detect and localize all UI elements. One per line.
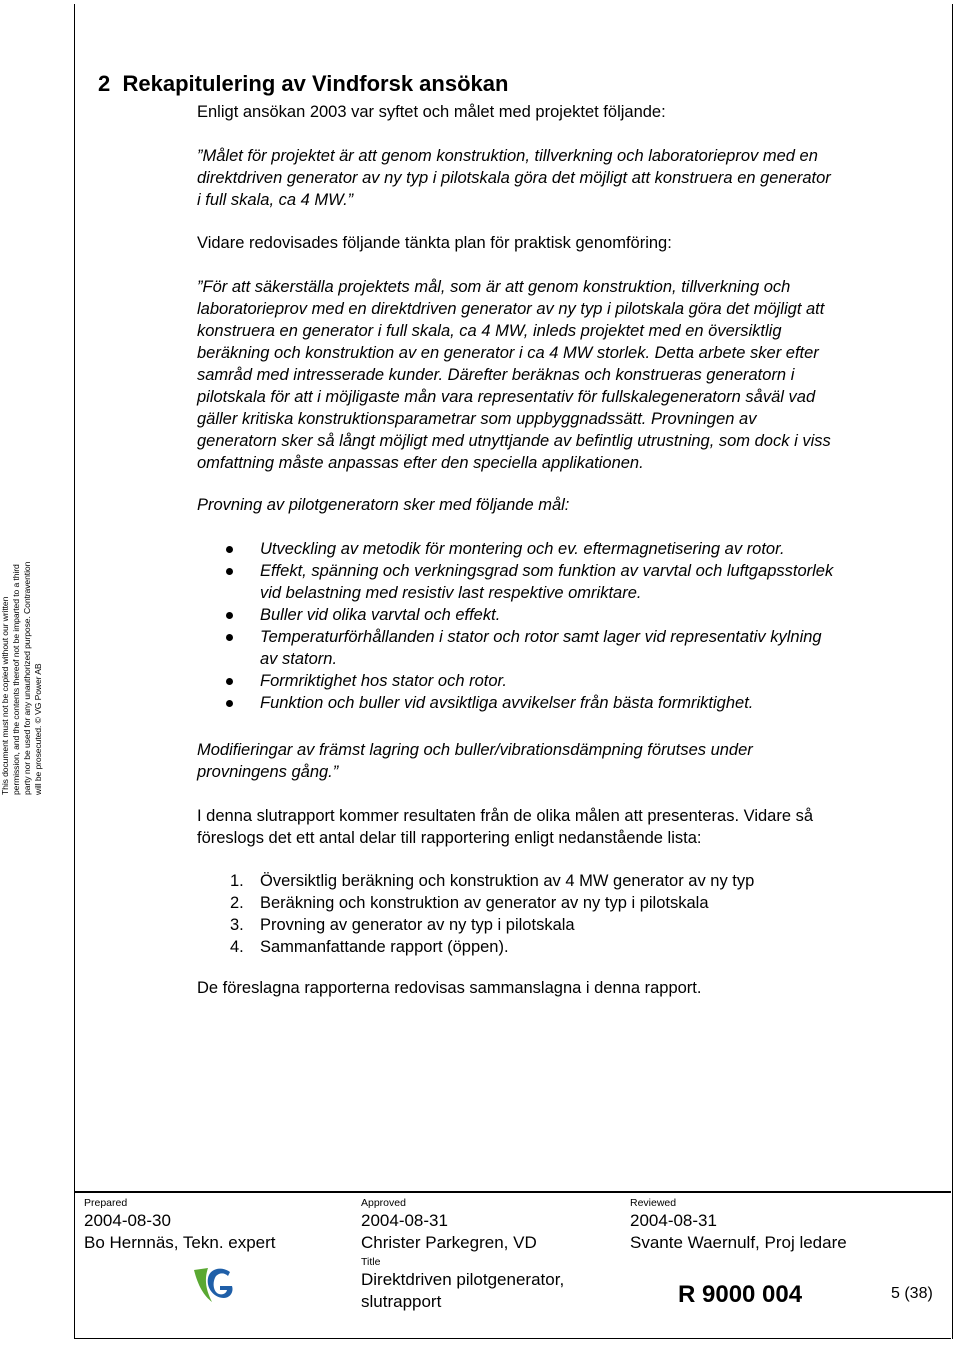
plan-quote-line: konstruera en generator i full skala, ca 4 MW, inleds projektet med en översiktlig (197, 322, 782, 340)
report-number: R 9000 004 (678, 1281, 803, 1308)
section-title: Rekapitulering av Vindforsk ansökan (122, 71, 509, 96)
goal-item: Funktion och buller vid avsiktliga avvikelser från bästa formriktighet. (220, 692, 833, 714)
logo-g-shape (208, 1269, 233, 1298)
bullet-icon (226, 678, 233, 685)
goal-item: Temperaturförhållanden i stator och rotor samt lager vid representativ kylning av statorn. (220, 626, 833, 670)
intro-paragraph: Enligt ansökan 2003 var syftet och målet med projektet följande: (197, 103, 666, 121)
page-number: 5 (38) (891, 1285, 933, 1302)
goals-intro: Provning av pilotgeneratorn sker med följande mål: (197, 496, 570, 514)
approved-by: Christer Parkegren, VD (361, 1233, 537, 1252)
goal-item: Formriktighet hos stator och rotor. (220, 670, 833, 692)
plan-quote-line: laboratorieprov med en direktdriven generator av ny typ i pilotskala göra det möjligt att (197, 300, 825, 318)
bullet-icon (226, 700, 233, 707)
title-label: Title (361, 1256, 381, 1268)
plan-quote-line: samråd med intresserade kunder. Därefter beräknas och konstrueras generatorn i (197, 366, 795, 384)
goal-quote-line: ”Målet för projektet är att genom konstruktion, tillverkning och laboratorieprov med en (197, 147, 818, 165)
prepared-by: Bo Hernnäs, Tekn. expert (84, 1233, 276, 1252)
prepared-date: 2004-08-30 (84, 1211, 171, 1230)
goal-quote-line: direktdriven generator av ny typ i pilotskala göra det möjligt att konstruera en generator (197, 169, 831, 187)
section-number: 2 (98, 71, 111, 96)
plan-quote-line: generatorn sker så långt möjligt med utnyttjande av befintlig utrustning, som dock i viss (197, 432, 831, 450)
reports-list (220, 870, 754, 958)
goal-item: Effekt, spänning och verkningsgrad som funktion av varvtal och luftgapsstorlek vid belastning med resistiv last respektive omriktare. (220, 560, 833, 604)
goal-item: Utveckling av metodik för montering och ev. eftermagnetisering av rotor. (220, 538, 833, 560)
report-item: 1. Översiktlig beräkning och konstruktion av 4 MW generator av ny typ (230, 872, 755, 890)
approved-date: 2004-08-31 (361, 1211, 448, 1230)
footer-divider (74, 1191, 951, 1193)
goal-quote (197, 145, 831, 211)
report-intro: I denna slutrapport kommer resultaten från de olika målen att presenteras. Vidare så föreslogs det ett antal delar till rapportering enligt nedanstående lista: (197, 807, 814, 847)
closing-paragraph: De föreslagna rapporterna redovisas sammanslagna i denna rapport. (197, 979, 702, 997)
report-item: 3. Provning av generator av ny typ i pilotskala (230, 916, 575, 934)
plan-quote-line: beräkning och konstruktion av en generator i ca 4 MW storlek. Detta arbete sker efter (197, 344, 819, 362)
bullet-icon (226, 612, 233, 619)
goal-quote-line: i full skala, ca 4 MW.” (197, 191, 354, 209)
title-line-1: Direktdriven pilotgenerator, (361, 1270, 565, 1289)
bullet-icon (226, 546, 233, 553)
title-line-2: slutrapport (361, 1292, 442, 1311)
section-heading (98, 70, 508, 98)
report-item: 4. Sammanfattande rapport (öppen). (230, 938, 509, 956)
bullet-icon (226, 568, 233, 575)
footer-bottom-border (74, 1338, 951, 1339)
company-logo-icon (190, 1264, 236, 1306)
plan-quote-line: omfattning måste anpassas efter den speciella applikationen. (197, 454, 644, 472)
copyright-text: This document must not be copied without our written permission, and the contents thereof not be imparted to a third party nor be used for any unauthorized purpose. Contravention will be prosecuted. © VG Power AB (0, 561, 43, 795)
reviewed-date: 2004-08-31 (630, 1211, 717, 1230)
copyright-sidebar (0, 545, 50, 795)
reviewed-by: Svante Waernulf, Proj ledare (630, 1233, 847, 1252)
prepared-label: Prepared (84, 1197, 128, 1209)
reviewed-label: Reviewed (630, 1197, 677, 1209)
plan-intro: Vidare redovisades följande tänkta plan för praktisk genomföring: (197, 234, 672, 252)
report-item: 2. Beräkning och konstruktion av generator av ny typ i pilotskala (230, 894, 709, 912)
plan-quote-line: gäller kritiska konstruktionsparametrar som uppbyggnadssätt. Provningen av (197, 410, 757, 428)
goal-item: Buller vid olika varvtal och effekt. (220, 604, 833, 626)
plan-quote-line: pilotskala för att i möjligaste mån vara representativ för fullskalegeneratorn såväl vad (197, 388, 816, 406)
approved-label: Approved (361, 1197, 406, 1209)
bullet-icon (226, 634, 233, 641)
goals-list (220, 538, 833, 714)
modifications-paragraph: Modifieringar av främst lagring och buller/vibrationsdämpning förutses under provningens gång.” (197, 741, 753, 781)
plan-quote-line: ”För att säkerställa projektets mål, som är att genom konstruktion, tillverkning och (197, 278, 791, 296)
plan-quote (197, 276, 831, 474)
